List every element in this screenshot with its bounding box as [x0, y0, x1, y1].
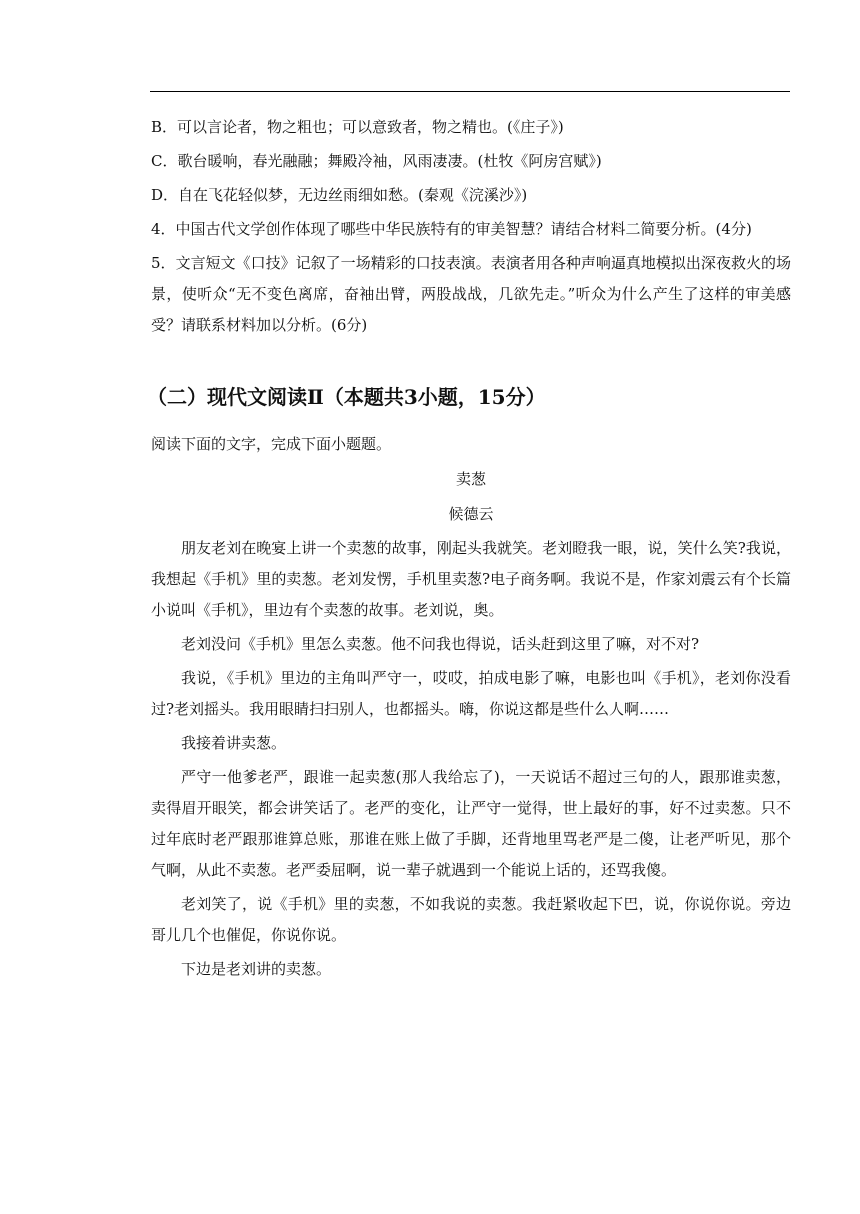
question-4: 4．中国古代文学创作体现了哪些中华民族特有的审美智慧？请结合材料二简要分析。(4分) — [151, 220, 752, 238]
option-c: C．歌台暖响，春光融融；舞殿冷袖，风雨凄凄。(杜牧《阿房宫赋》) — [151, 152, 602, 170]
header-rule — [150, 91, 790, 92]
story-paragraph-2: 老刘没问《手机》里怎么卖葱。他不问我也得说，话头赶到这里了嘛，对不对? — [181, 635, 700, 653]
option-b: B．可以言论者，物之粗也；可以意致者，物之精也。(《庄子》) — [151, 118, 564, 136]
story-paragraph-1: 朋友老刘在晚宴上讲一个卖葱的故事，刚起头我就笑。老刘瞪我一眼，说，笑什么笑?我说，我想起《手机》里的卖葱。老刘发愣，手机里卖葱?电子商务啊。我说不是，作家刘震云有个长篇小说叫《手机》，里边有个卖葱的故事。老刘说，奥。 — [151, 539, 791, 619]
question-5: 5．文言短文《口技》记叙了一场精彩的口技表演。表演者用各种声响逼真地模拟出深夜救火的场景，使听众“无不变色离席，奋袖出臂，两股战战，几欲先走。”听众为什么产生了这样的审美感受？请联系材料加以分析。(6分) — [151, 254, 791, 334]
story-author: 候德云 — [448, 505, 494, 523]
story-paragraph-7: 下边是老刘讲的卖葱。 — [181, 960, 332, 978]
story-paragraph-5: 严守一他爹老严，跟谁一起卖葱(那人我给忘了)，一天说话不超过三句的人，跟那谁卖葱，卖得眉开眼笑，都会讲笑话了。老严的变化，让严守一觉得，世上最好的事，好不过卖葱。只不过年底时老严跟那谁算总账，那谁在账上做了手脚，还背地里骂老严是二傻，让老严听见，那个气啊，从此不卖葱。老严委屈啊，说一辈子就遇到一个能说上话的，还骂我傻。 — [151, 768, 791, 879]
section-heading: （二）现代文阅读Ⅱ（本题共3小题，15分） — [147, 385, 546, 409]
story-title: 卖葱 — [455, 470, 486, 488]
story-paragraph-4: 我接着讲卖葱。 — [181, 734, 287, 752]
page-content — [147, 112, 791, 985]
story-paragraph-3: 我说，《手机》里边的主角叫严守一，哎哎，拍成电影了嘛，电影也叫《手机》，老刘你没看过?老刘摇头。我用眼睛扫扫别人，也都摇头。嗨，你说这都是些什么人啊…… — [151, 669, 791, 718]
story-paragraph-6: 老刘笑了，说《手机》里的卖葱，不如我说的卖葱。我赶紧收起下巴，说，你说你说。旁边哥儿几个也催促，你说你说。 — [151, 895, 791, 944]
option-d: D．自在飞花轻似梦，无边丝雨细如愁。(秦观《浣溪沙》) — [151, 186, 528, 204]
reading-instruction: 阅读下面的文字，完成下面小题题。 — [151, 435, 392, 453]
